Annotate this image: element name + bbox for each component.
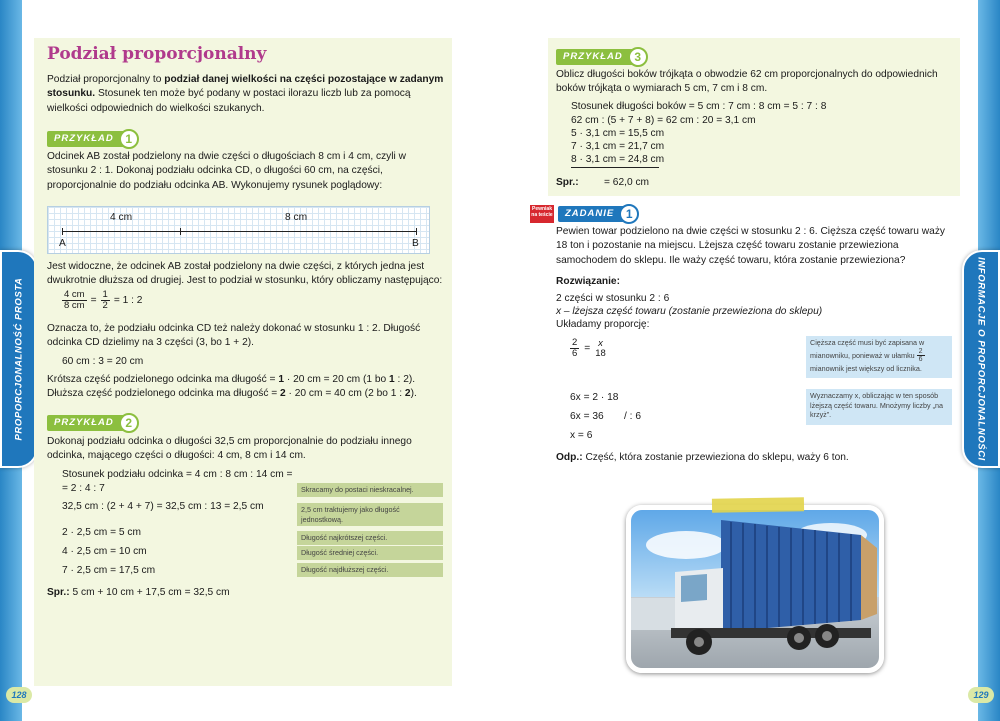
right-section-tab-label: INFORMACJE O PROPORCJONALNOŚCI bbox=[975, 257, 987, 461]
example-3-line-1: Stosunek długości boków = 5 cm : 7 cm : 8 cm = 5 : 7 : 8 bbox=[571, 101, 827, 112]
segment-diagram bbox=[47, 206, 430, 254]
example-1-text: Odcinek AB został podzielony na dwie części o długościach 8 cm i 4 cm, czyli w stosunku 2 : 1. Dokonaj podziału odcinka CD, o długości 60 cm, na części, proporcjonalnie do podziału odcinka AB. Wykonujemy rysunek poglądowy: bbox=[47, 151, 406, 191]
answer-text: Część, która zostanie przewieziona do sklepu, waży 6 ton. bbox=[585, 452, 849, 463]
short-part-text: · 20 cm = 20 cm (1 bo bbox=[284, 374, 390, 385]
task-1-badge bbox=[558, 204, 639, 224]
solution-label-text: Rozwiązanie: bbox=[556, 276, 620, 287]
example-number: 2 bbox=[119, 413, 139, 433]
example-label: PRZYKŁAD bbox=[47, 415, 124, 430]
long-part-bold: 2 bbox=[280, 388, 286, 399]
example-2-text: Dokonaj podziału odcinka o długości 32,5 cm proporcjonalnie do podziału innego odcinka, mającego części o długości: 4 cm, 8 cm i 14 cm. bbox=[47, 436, 412, 462]
segment-tick-a bbox=[62, 228, 63, 235]
short-part-line bbox=[47, 373, 415, 387]
example-label: PRZYKŁAD bbox=[556, 49, 633, 64]
example-3-answer-label bbox=[556, 176, 579, 190]
fraction-denominator: 6 bbox=[918, 356, 923, 364]
tape-strip bbox=[712, 497, 804, 513]
task-1-text: Pewien towar podzielono na dwie części w stosunku 2 : 6. Cięższa część towaru waży 18 ton i pozostanie na miejscu. Lżejsza część towaru zostanie przewieziona samochodem do sklepu. Ile waży część towaru, która zostanie przewieziona? bbox=[556, 226, 946, 266]
intro-bold: podział danej wielkości na części pozostające w zadanym stosunku. bbox=[47, 74, 444, 100]
example-2-answer bbox=[47, 586, 230, 600]
left-section-tab-label: PROPORCJONALNOŚĆ PROSTA bbox=[13, 277, 25, 441]
equals-sign: = bbox=[584, 342, 591, 354]
solution-line-1: 2 części w stosunku 2 : 6 bbox=[556, 293, 670, 304]
example-2-line-1: Stosunek podziału odcinka = 4 cm : 8 cm : 14 cm = bbox=[62, 469, 293, 480]
fraction-denominator: 8 cm bbox=[64, 300, 85, 312]
solution-label bbox=[556, 275, 620, 289]
short-part-bold: 1 bbox=[278, 374, 285, 385]
example-label: PRZYKŁAD bbox=[47, 131, 124, 146]
point-a: A bbox=[59, 238, 66, 249]
right-page-number: 129 bbox=[968, 687, 994, 703]
left-page-number: 128 bbox=[6, 687, 32, 703]
long-part-line bbox=[47, 387, 417, 401]
equation-line-1: 6x = 2 · 18 bbox=[570, 392, 619, 403]
fraction-1-2 bbox=[101, 290, 110, 312]
fraction-numerator: 2 bbox=[572, 337, 578, 348]
fraction-denominator: 2 bbox=[102, 300, 108, 312]
segment-label-4cm: 4 cm bbox=[110, 212, 133, 223]
long-part-text: ). bbox=[410, 388, 417, 399]
task-label: ZADANIE bbox=[558, 206, 624, 221]
short-part-text: : 2). bbox=[394, 374, 416, 385]
example-3-text: Oblicz długości boków trójkąta o obwodzie 62 cm proporcjonalnych do odpowiednich boków trójkąta o wymiarach 5 cm, 7 cm i 8 cm. bbox=[556, 69, 938, 95]
note-text: mianownik jest większy od licznika. bbox=[810, 364, 922, 374]
side-note: 2,5 cm traktujemy jako długość jednostkową. bbox=[297, 503, 443, 526]
fraction-numerator: 4 cm bbox=[64, 289, 85, 300]
example-2-line-6: 7 · 2,5 cm = 17,5 cm bbox=[62, 565, 156, 576]
example-number: 1 bbox=[119, 129, 139, 149]
example-2-line-3: 32,5 cm : (2 + 4 + 7) = 32,5 cm : 13 = 2,5 cm bbox=[62, 501, 264, 512]
intro-text: Podział proporcjonalny to bbox=[47, 74, 165, 85]
point-b: B bbox=[412, 238, 419, 249]
side-note: Długość średniej części. bbox=[297, 546, 443, 560]
task-1-answer bbox=[556, 451, 849, 465]
solution-line-2-text: x – lżejsza część towaru (zostanie przewieziona do sklepu) bbox=[556, 306, 823, 317]
long-part-text: · 20 cm = 40 cm (2 bo 1 : bbox=[285, 388, 405, 399]
example-number: 3 bbox=[628, 47, 648, 67]
fraction-2-6 bbox=[570, 338, 579, 360]
side-note-blue bbox=[806, 336, 952, 378]
truck-illustration bbox=[631, 510, 879, 668]
long-part-bold: 2 bbox=[404, 388, 411, 399]
answer-label: Spr.: bbox=[47, 587, 70, 598]
long-part-text: Dłuższa część podzielonego odcinka ma długość = bbox=[47, 388, 281, 399]
equals-sign: = bbox=[90, 294, 97, 306]
ratio-result: = 1 : 2 bbox=[113, 294, 143, 306]
ratio-equation bbox=[62, 290, 142, 312]
fraction-numerator: 2 bbox=[918, 347, 923, 355]
note-text: Cięższa część musi być zapisana w mianowniku, ponieważ w ułamku bbox=[810, 338, 925, 360]
example-2-line-4: 2 · 2,5 cm = 5 cm bbox=[62, 527, 141, 538]
side-note-blue: Wyznaczamy x, obliczając w ten sposób lżejszą część towaru. Mnożymy liczby „na krzyż”. bbox=[806, 389, 952, 425]
answer-label: Spr.: bbox=[556, 177, 579, 188]
note-fraction bbox=[917, 348, 925, 364]
side-note: Długość najkrótszej części. bbox=[297, 531, 443, 545]
example-3-answer: = 62,0 cm bbox=[604, 177, 650, 188]
example-1-badge bbox=[47, 129, 139, 149]
right-section-tab bbox=[962, 250, 1000, 468]
example-3-line-3: 5 · 3,1 cm = 15,5 cm bbox=[571, 128, 665, 139]
pewniak-flag: Pewniak na teście bbox=[530, 205, 554, 223]
example-1-calc: 60 cm : 3 = 20 cm bbox=[62, 356, 144, 367]
example-2-line-5: 4 · 2,5 cm = 10 cm bbox=[62, 546, 147, 557]
segment-tick-mid bbox=[180, 228, 181, 235]
fraction-4-8 bbox=[62, 290, 87, 312]
side-note: Długość najdłuższej części. bbox=[297, 563, 443, 577]
truck-photo bbox=[626, 505, 884, 673]
fraction-numerator: 1 bbox=[102, 289, 108, 300]
intro-text-2: Stosunek ten może być podany w postaci ilorazu liczb lub za pomocą wielkości odpowiednich do wielkości szukanych. bbox=[47, 88, 411, 114]
example-1-conclusion: Oznacza to, że podziału odcinka CD też należy dokonać w stosunku 1 : 2. Długość odcinka CD dzielimy na 3 części (3, bo 1 + 2). bbox=[47, 323, 421, 349]
example-1-after-text: Jest widoczne, że odcinek AB został podzielony na dwie części, z których jedna jest dwukrotnie dłuższa od drugiej. Jest to podział w stosunku, który obliczamy następująco: bbox=[47, 261, 443, 287]
example-3-line-4: 7 · 3,1 cm = 21,7 cm bbox=[571, 141, 665, 152]
solution-line-3: Układamy proporcję: bbox=[556, 319, 650, 330]
example-3-badge bbox=[556, 47, 648, 67]
answer-text: 5 cm + 10 cm + 17,5 cm = 32,5 cm bbox=[72, 587, 230, 598]
equation-line-2-op: / : 6 bbox=[624, 411, 641, 422]
example-2-badge bbox=[47, 413, 139, 433]
example-3-line-5: 8 · 3,1 cm = 24,8 cm bbox=[571, 153, 659, 168]
fraction-denominator: 18 bbox=[595, 347, 606, 359]
page-title: Podział proporcjonalny bbox=[47, 44, 267, 64]
example-2-line-2: = 2 : 4 : 7 bbox=[62, 483, 105, 494]
segment-label-8cm: 8 cm bbox=[285, 212, 308, 223]
example-3-line-2: 62 cm : (5 + 7 + 8) = 62 cm : 20 = 3,1 cm bbox=[571, 115, 756, 126]
fraction-x-18 bbox=[595, 339, 606, 360]
fraction-denominator: 6 bbox=[572, 348, 578, 360]
short-part-text: Krótsza część podzielonego odcinka ma długość = bbox=[47, 374, 279, 385]
answer-label: Odp.: bbox=[556, 452, 583, 463]
equation-line-3: x = 6 bbox=[570, 430, 593, 441]
intro-paragraph bbox=[47, 73, 445, 116]
left-section-tab bbox=[0, 250, 38, 468]
segment-tick-b bbox=[416, 228, 417, 235]
equation-line-2: 6x = 36 bbox=[570, 411, 604, 422]
short-part-bold: 1 bbox=[389, 374, 395, 385]
side-note: Skracamy do postaci nieskracalnej. bbox=[297, 483, 443, 497]
segment-line bbox=[62, 231, 416, 232]
fraction-numerator: x bbox=[598, 337, 603, 349]
task-number: 1 bbox=[619, 204, 639, 224]
proportion-equation bbox=[570, 338, 606, 360]
